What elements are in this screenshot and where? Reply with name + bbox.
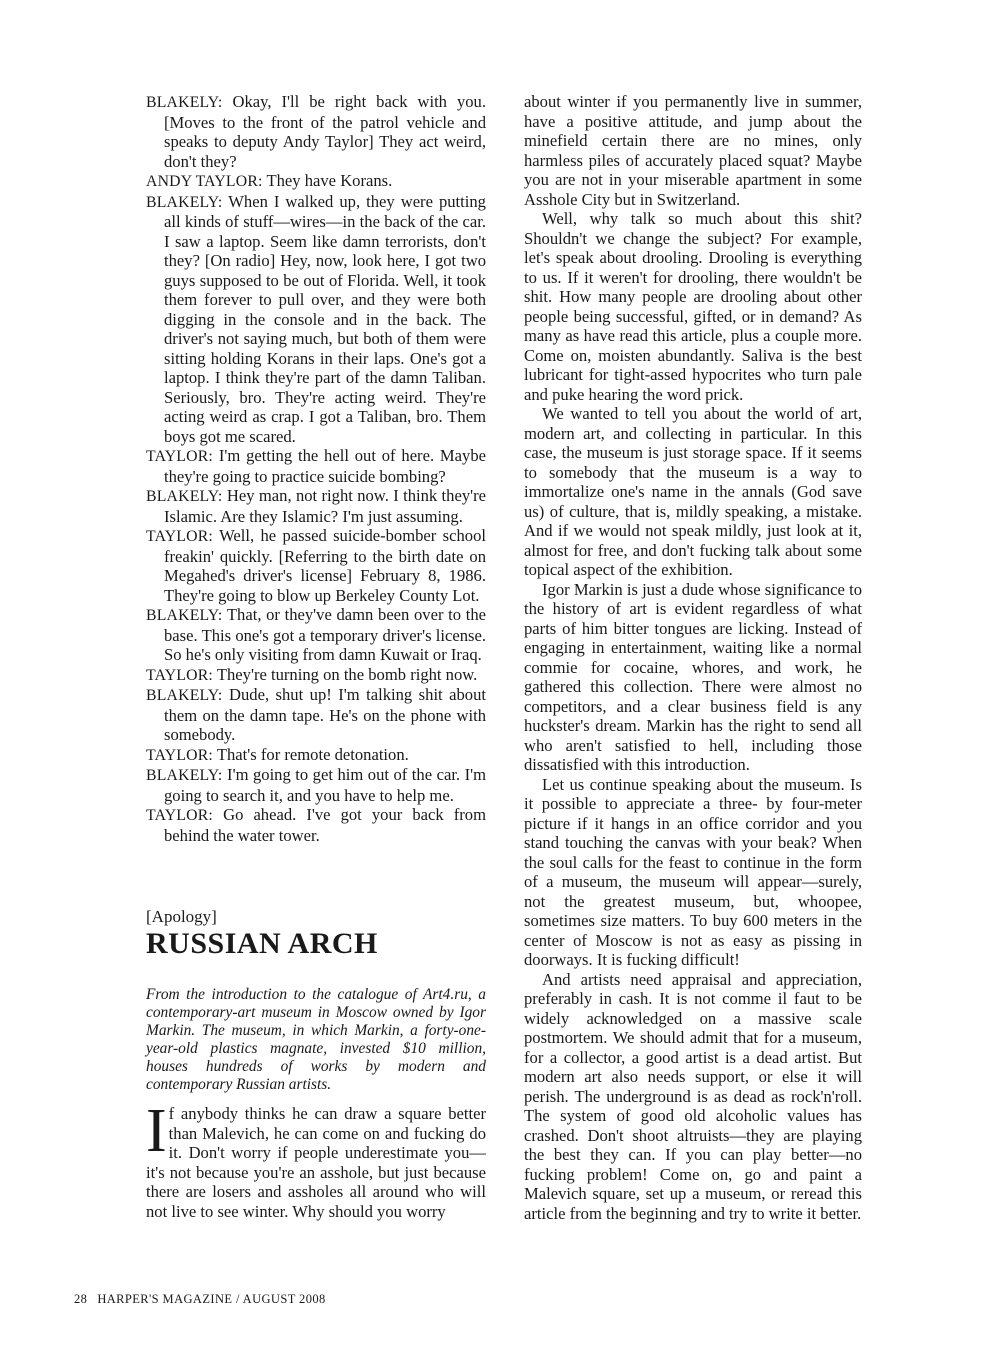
dialogue-text: Dude, shut up! I'm talking shit about them on the damn tape. He's on the phone with somebody. [164,685,486,744]
section-headline: RUSSIAN ARCH [146,927,378,960]
section-intro: From the introduction to the catalogue of Art4.ru, a contemporary-art museum in Moscow owned by Igor Markin. The museum, in which Markin, a forty-one-year-old plastics magnate, invested $10 million, houses hundreds of works by modern and contemporary Russian artists. [146,986,486,1093]
drop-cap: I [146,1097,167,1165]
speaker-label: BLAKELY: [146,94,223,111]
speaker-label: TAYLOR: [146,666,214,684]
dialogue-line [146,191,486,447]
speaker-label: BLAKELY: [146,488,223,505]
speaker-label: BLAKELY: [146,193,223,211]
dialogue-line [146,605,486,665]
dialogue-line [146,664,486,686]
dialogue-column [146,92,486,845]
dialogue-text: They're turning on the bomb right now. [216,664,478,684]
dialogue-line [146,526,486,605]
dialogue-text: Go ahead. I've got your back from behind the water tower. [164,805,486,845]
speaker-label: TAYLOR: [146,746,214,764]
dialogue-line [146,486,486,526]
dialogue-line [146,92,486,171]
speaker-label: TAYLOR: [146,807,214,824]
article-paragraph: about winter if you permanently live in summer, have a positive attitude, and jump about the minefield certain there are no mines, only harmless piles of accurately placed squat? Maybe you are not in your miserable apartment in some Asshole City but in Switzerland. [524,92,862,209]
dialogue-text: When I walked up, they were putting all kinds of stuff—wires—in the back of the car. I saw a laptop. Seem like damn terrorists, don't they? [On radio] Hey, now, look here, I got two guys supposed to be out of Florida. Well, it took them forever to pull over, and they were both digging in the console and in the back. The driver's not saying much, but both of them were sitting holding Korans in their laps. One's got a laptop. I think they're part of the damn Taliban. Seriously, bro. They're acting weird. They're acting weird as crap. I got a Taliban, bro. Them boys got me scared. [164,191,486,446]
speaker-label: BLAKELY: [146,607,223,624]
speaker-label: TAYLOR: [146,448,214,465]
dialogue-text: That's for remote detonation. [216,744,409,764]
dialogue-line [146,805,486,845]
speaker-label: BLAKELY: [146,767,223,784]
article-paragraph: Well, why talk so much about this shit? Shouldn't we change the subject? For example, let's speak about drooling. Drooling is everything to us. If it weren't for drooling, there wouldn't be shit. How many people are drooling about other people being successful, gifted, or in demand? As many as have read this article, plus a couple more. Come on, moisten abundantly. Saliva is the best lubricant for tight-assed hypocrites who turn pale and puke hearing the word prick. [524,209,862,404]
dialogue-line [146,765,486,805]
article-paragraph: We wanted to tell you about the world of art, modern art, and collecting in particular. In this case, the museum is just storage space. If it seems to somebody that the museum is a way to immortalize one's name in the annals (God save us) of culture, that is, mildly speaking, a mistake. And if we would not speak mildly, just look at it, almost for free, and don't fucking talk about some topical aspect of the exhibition. [524,404,862,579]
first-paragraph-text: f anybody thinks he can draw a square better than Malevich, he can come on and fucking do it. Don't worry if people underestimate you—it's not because you're an asshole, but just because there are losers and assholes all around who will not live to see winter. Why should you worry [146,1104,486,1221]
speaker-label: BLAKELY: [146,687,223,704]
dialogue-line [146,446,486,486]
dialogue-text: I'm getting the hell out of here. Maybe they're going to practice suicide bombing? [164,446,486,486]
dialogue-line [146,744,486,766]
article-paragraph: Igor Markin is just a dude whose significance to the history of art is evident regardless of what parts of him bitter tongues are licking. Instead of engaging in entertainment, waiting like a normal commie for cocaine, whores, and work, he gathered this collection. There were almost no competitors, and a clear business field is any huckster's dream. Markin has the right to send all who aren't satisfied to hell, including those dissatisfied with this introduction. [524,579,862,774]
dialogue-text: Hey man, not right now. I think they're Islamic. Are they Islamic? I'm just assuming. [164,486,486,526]
speaker-label: ANDY TAYLOR: [146,173,263,190]
speaker-label: TAYLOR: [146,528,214,545]
section-kicker: [Apology] [146,907,217,926]
article-paragraph: Let us continue speaking about the museum. Is it possible to appreciate a three- by four-meter picture if it hangs in an office corridor and you stand touching the canvas with your beak? When the soul calls for the feast to continue in the form of a museum, the museum will appear—surely, not the greatest museum, but, whoopee, sometimes size matters. To buy 600 meters in the center of Moscow is not as easy as pissing in doorways. It is fucking difficult! [524,774,862,969]
dialogue-text: Well, he passed suicide-bomber school freakin' quickly. [Referring to the birth date on Megahed's driver's license] February 8, 1986. They're going to blow up Berkeley County Lot. [164,526,486,605]
article-paragraph: And artists need appraisal and appreciation, preferably in cash. It is not comme il faut to be widely acknowledged on a massive scale postmortem. We should admit that for a museum, for a collector, a good artist is a dead artist. But modern art also needs support, or else it will perish. The underground is as dead as rock'n'roll. The system of good old alcoholic values has crashed. Don't shoot altruists—they are playing the best they can. If you can play better—no fucking problem! Come on, go and paint a Malevich square, set up a museum, or reread this article from the beginning and try to write it better. [524,969,862,1223]
dialogue-text: That, or they've damn been over to the base. This one's got a temporary driver's license. So he's only visiting from damn Kuwait or Iraq. [164,605,486,664]
section-header [146,907,486,961]
article-first-paragraph [146,1097,486,1221]
publication-line: HARPER'S MAGAZINE / AUGUST 2008 [97,1292,326,1306]
page-footer [74,1292,326,1307]
dialogue-text: I'm going to get him out of the car. I'm going to search it, and you have to help me. [164,765,486,805]
dialogue-line [146,685,486,745]
article-right-column [524,92,862,1223]
page-number: 28 [74,1292,88,1306]
dialogue-text: Okay, I'll be right back with you. [Moves to the front of the patrol vehicle and speaks to deputy Andy Taylor] They act weird, don't they? [164,92,486,171]
dialogue-text: They have Korans. [266,171,393,190]
dialogue-line [146,171,486,192]
